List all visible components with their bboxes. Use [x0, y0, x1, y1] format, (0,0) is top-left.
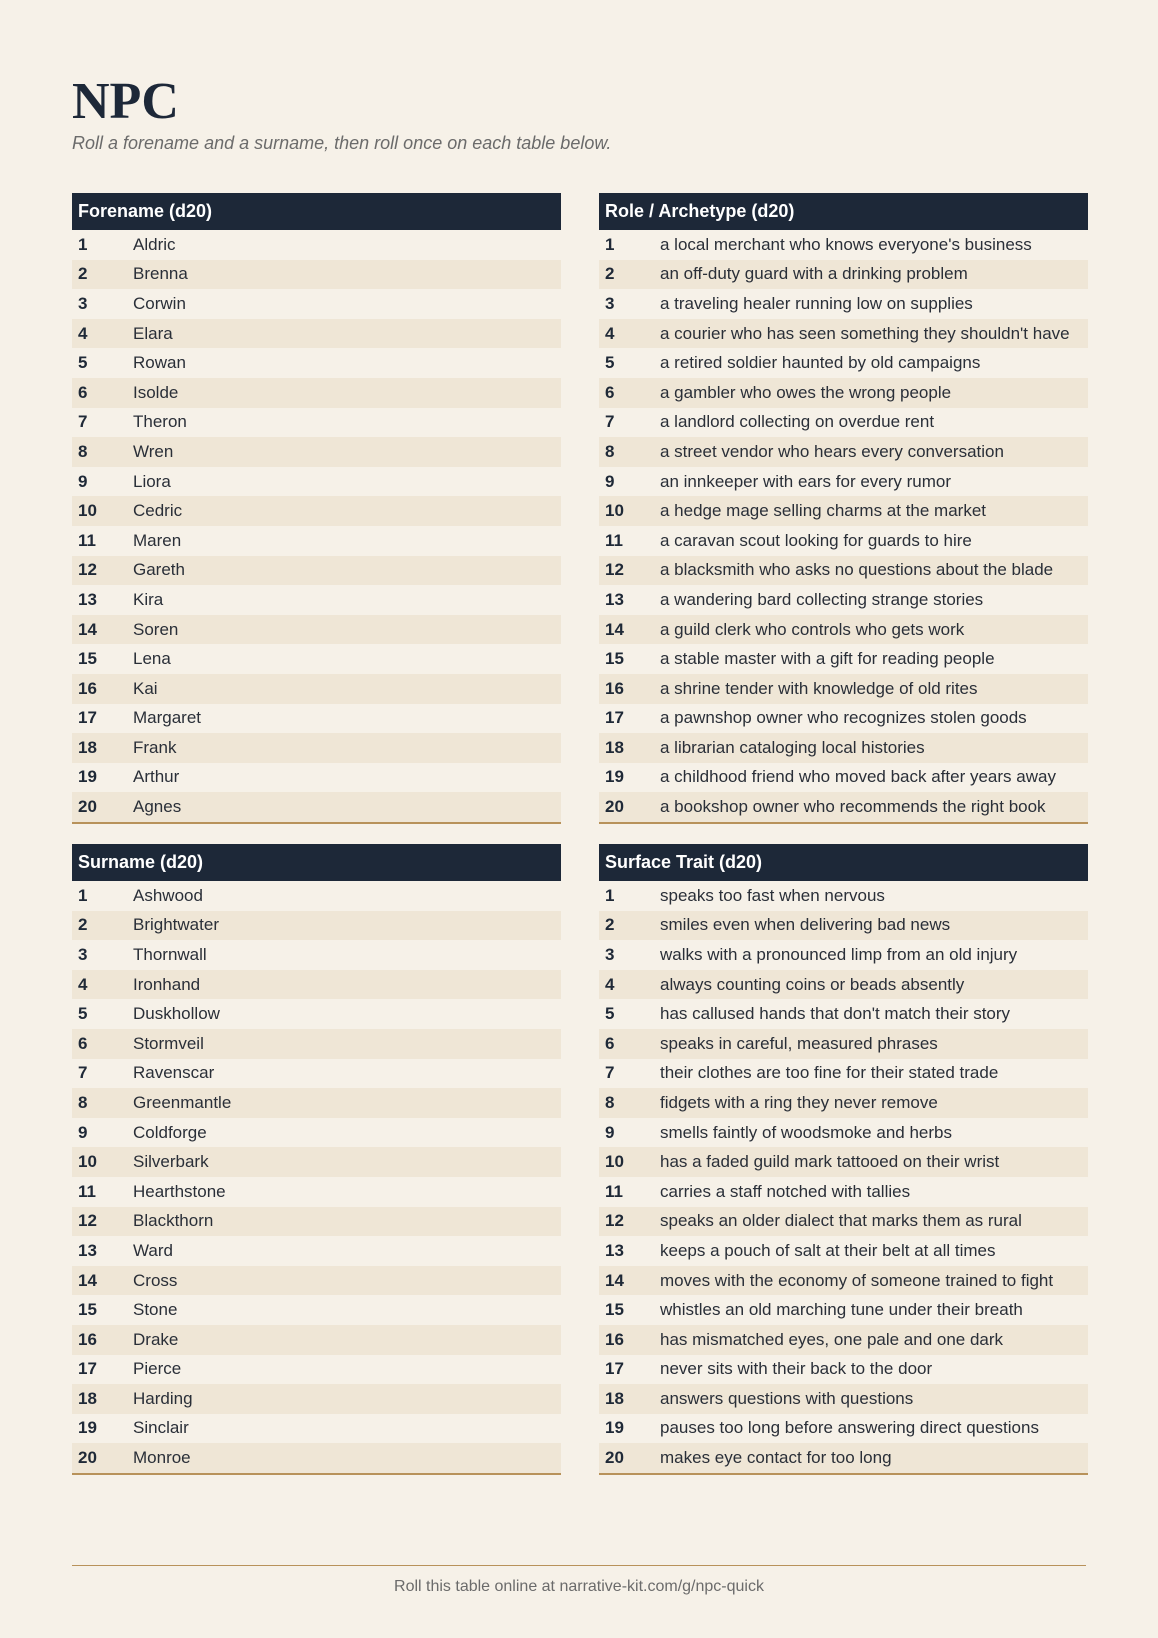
row-entry: Monroe [133, 1448, 191, 1468]
table-row [72, 704, 561, 734]
surname-table [72, 844, 561, 1475]
row-entry: an off-duty guard with a drinking problem [660, 264, 968, 284]
forename-table-heading: Forename (d20) [72, 193, 561, 230]
row-entry: speaks too fast when nervous [660, 885, 885, 905]
roll-number: 14 [605, 1270, 624, 1290]
row-entry: a courier who has seen something they shouldn't have [660, 323, 1070, 343]
row-entry: answers questions with questions [660, 1388, 914, 1408]
table-row [599, 999, 1088, 1029]
table-row [72, 408, 561, 438]
roll-number: 3 [605, 293, 615, 313]
table-row [599, 1384, 1088, 1414]
row-entry: Margaret [133, 708, 202, 728]
row-entry: Duskhollow [133, 1004, 220, 1024]
row-entry: a retired soldier haunted by old campaigns [660, 353, 981, 373]
roll-number: 20 [78, 1448, 97, 1468]
roll-number: 17 [605, 708, 624, 728]
roll-number: 9 [78, 1122, 88, 1142]
table-row [599, 674, 1088, 704]
roll-number: 7 [605, 1063, 615, 1083]
row-entry: always counting coins or beads absently [660, 974, 965, 994]
table-row [72, 1414, 561, 1444]
table-row [72, 763, 561, 793]
table-row [599, 348, 1088, 378]
table-row [72, 319, 561, 349]
roll-number: 7 [605, 412, 615, 432]
table-row [72, 289, 561, 319]
roll-number: 19 [605, 1418, 624, 1438]
roll-number: 6 [605, 382, 615, 402]
row-entry: Hearthstone [133, 1181, 226, 1201]
page-subtitle: Roll a forename and a surname, then roll once on each table below. [72, 133, 612, 153]
table-row [599, 1059, 1088, 1089]
table-row [72, 733, 561, 763]
table-row [599, 496, 1088, 526]
table-row [599, 319, 1088, 349]
table-row [72, 792, 561, 822]
roll-number: 3 [78, 293, 88, 313]
row-entry: a caravan scout looking for guards to hire [660, 530, 972, 550]
roll-number: 4 [605, 323, 615, 343]
row-entry: Stone [133, 1300, 178, 1320]
table-row [599, 1236, 1088, 1266]
roll-number: 2 [78, 264, 88, 284]
roll-number: 1 [605, 885, 615, 905]
role-table-heading: Role / Archetype (d20) [599, 193, 1088, 230]
roll-number: 19 [78, 767, 97, 787]
row-entry: keeps a pouch of salt at their belt at all times [660, 1240, 996, 1260]
roll-number: 20 [78, 797, 97, 817]
row-entry: Greenmantle [133, 1092, 232, 1112]
roll-number: 12 [605, 560, 624, 580]
row-entry: a bookshop owner who recommends the right book [660, 797, 1046, 817]
table-row [599, 970, 1088, 1000]
roll-number: 13 [78, 1240, 97, 1260]
forename-table [72, 193, 561, 824]
roll-number: 1 [78, 885, 88, 905]
table-row [72, 674, 561, 704]
row-entry: pauses too long before answering direct questions [660, 1418, 1039, 1438]
table-row [599, 1207, 1088, 1237]
table-row [599, 526, 1088, 556]
row-entry: Elara [133, 323, 173, 343]
row-entry: has callused hands that don't match their story [660, 1004, 1011, 1024]
roll-number: 6 [78, 1033, 88, 1053]
roll-number: 19 [78, 1418, 97, 1438]
role-table-rows [599, 230, 1088, 824]
row-entry: Cedric [133, 501, 183, 521]
table-row [72, 940, 561, 970]
row-entry: Ward [133, 1240, 173, 1260]
table-row [72, 467, 561, 497]
row-entry: Coldforge [133, 1122, 207, 1142]
row-entry: Agnes [133, 797, 182, 817]
row-entry: Corwin [133, 293, 186, 313]
table-row [599, 378, 1088, 408]
table-row [599, 644, 1088, 674]
row-entry: carries a staff notched with tallies [660, 1181, 911, 1201]
table-row [599, 1266, 1088, 1296]
table-row [599, 763, 1088, 793]
row-entry: Wren [133, 441, 174, 461]
table-row [72, 556, 561, 586]
roll-number: 2 [605, 915, 615, 935]
roll-number: 9 [605, 1122, 615, 1142]
roll-number: 5 [605, 353, 615, 373]
row-entry: Thornwall [133, 944, 207, 964]
roll-number: 7 [78, 1063, 88, 1083]
row-entry: Harding [133, 1388, 193, 1408]
row-entry: a landlord collecting on overdue rent [660, 412, 935, 432]
row-entry: a gambler who owes the wrong people [660, 382, 952, 402]
roll-number: 8 [78, 1092, 88, 1112]
table-row [599, 704, 1088, 734]
row-entry: speaks an older dialect that marks them as rural [660, 1211, 1022, 1231]
table-row [599, 881, 1088, 911]
roll-number: 10 [605, 1152, 624, 1172]
roll-number: 15 [605, 1300, 624, 1320]
row-entry: has a faded guild mark tattooed on their wrist [660, 1152, 1000, 1172]
table-row [72, 999, 561, 1029]
row-entry: Drake [133, 1329, 179, 1349]
table-row [599, 1355, 1088, 1385]
row-entry: moves with the economy of someone trained to fight [660, 1270, 1054, 1290]
roll-number: 3 [605, 944, 615, 964]
table-row [72, 1443, 561, 1473]
table-row [599, 1029, 1088, 1059]
table-row [72, 1029, 561, 1059]
roll-number: 3 [78, 944, 88, 964]
table-row [72, 526, 561, 556]
table-row [72, 1384, 561, 1414]
table-row [599, 1443, 1088, 1473]
row-entry: a pawnshop owner who recognizes stolen goods [660, 708, 1027, 728]
row-entry: Ashwood [133, 885, 203, 905]
row-entry: Theron [133, 412, 187, 432]
roll-number: 16 [78, 1329, 97, 1349]
roll-number: 13 [78, 589, 97, 609]
table-row [599, 940, 1088, 970]
table-row [72, 881, 561, 911]
roll-number: 16 [605, 678, 624, 698]
row-entry: Pierce [133, 1359, 182, 1379]
roll-number: 7 [78, 412, 88, 432]
row-entry: a shrine tender with knowledge of old rites [660, 678, 978, 698]
row-entry: Sinclair [133, 1418, 189, 1438]
table-row [599, 1118, 1088, 1148]
roll-number: 5 [78, 353, 88, 373]
roll-number: 20 [605, 797, 624, 817]
table-row [72, 1118, 561, 1148]
roll-number: 15 [605, 649, 624, 669]
row-entry: a local merchant who knows everyone's business [660, 234, 1032, 254]
roll-number: 10 [78, 501, 97, 521]
roll-number: 12 [78, 1211, 97, 1231]
row-entry: makes eye contact for too long [660, 1448, 892, 1468]
table-row [599, 260, 1088, 290]
table-row [72, 615, 561, 645]
row-entry: Rowan [133, 353, 186, 373]
table-row [72, 1236, 561, 1266]
row-entry: Brenna [133, 264, 188, 284]
table-row [72, 1295, 561, 1325]
roll-number: 1 [78, 234, 88, 254]
table-row [599, 467, 1088, 497]
row-entry: Ironhand [133, 974, 201, 994]
table-row [72, 1088, 561, 1118]
table-row [72, 1177, 561, 1207]
table-row [72, 1325, 561, 1355]
row-entry: a wandering bard collecting strange stories [660, 589, 984, 609]
roll-number: 18 [78, 737, 97, 757]
row-entry: Blackthorn [133, 1211, 214, 1231]
roll-number: 1 [605, 234, 615, 254]
table-row [599, 1325, 1088, 1355]
row-entry: Gareth [133, 560, 185, 580]
roll-number: 4 [78, 974, 88, 994]
table-row [72, 970, 561, 1000]
table-row [72, 1059, 561, 1089]
surname-table-rows [72, 881, 561, 1475]
row-entry: a traveling healer running low on supplies [660, 293, 973, 313]
roll-number: 14 [605, 619, 624, 639]
row-entry: an innkeeper with ears for every rumor [660, 471, 952, 491]
table-row [599, 911, 1088, 941]
row-entry: Silverbark [133, 1152, 209, 1172]
table-row [599, 230, 1088, 260]
table-row [599, 1147, 1088, 1177]
table-row [599, 556, 1088, 586]
table-row [72, 348, 561, 378]
forename-table-rows [72, 230, 561, 824]
roll-number: 20 [605, 1448, 624, 1468]
table-row [72, 496, 561, 526]
page-title: NPC [72, 73, 179, 130]
roll-number: 2 [78, 915, 88, 935]
roll-number: 19 [605, 767, 624, 787]
roll-number: 12 [78, 560, 97, 580]
row-entry: Aldric [133, 234, 176, 254]
roll-number: 11 [78, 1181, 96, 1201]
row-entry: Cross [133, 1270, 178, 1290]
row-entry: Arthur [133, 767, 180, 787]
roll-number: 4 [78, 323, 88, 343]
row-entry: fidgets with a ring they never remove [660, 1092, 938, 1112]
row-entry: a hedge mage selling charms at the market [660, 501, 987, 521]
row-entry: Soren [133, 619, 179, 639]
roll-number: 13 [605, 1240, 624, 1260]
roll-number: 8 [605, 1092, 615, 1112]
table-row [72, 1147, 561, 1177]
footer-link-text[interactable]: Roll this table online at narrative-kit.com/g/npc-quick [394, 1578, 764, 1595]
roll-number: 6 [78, 382, 88, 402]
row-entry: Liora [133, 471, 171, 491]
table-row [599, 437, 1088, 467]
roll-number: 15 [78, 649, 97, 669]
roll-number: 9 [605, 471, 615, 491]
roll-number: 9 [78, 471, 88, 491]
roll-number: 17 [78, 1359, 97, 1379]
table-row [599, 733, 1088, 763]
table-row [72, 644, 561, 674]
footer [72, 1565, 1086, 1596]
roll-number: 15 [78, 1300, 97, 1320]
row-entry: Isolde [133, 382, 179, 402]
row-entry: Ravenscar [133, 1063, 215, 1083]
role-table [599, 193, 1088, 824]
roll-number: 14 [78, 619, 97, 639]
row-entry: whistles an old marching tune under their breath [660, 1300, 1023, 1320]
row-entry: never sits with their back to the door [660, 1359, 933, 1379]
table-row [72, 1266, 561, 1296]
row-entry: speaks in careful, measured phrases [660, 1033, 938, 1053]
table-row [599, 289, 1088, 319]
roll-number: 2 [605, 264, 615, 284]
roll-number: 5 [78, 1004, 88, 1024]
row-entry: a street vendor who hears every conversation [660, 441, 1004, 461]
roll-number: 11 [605, 530, 623, 550]
row-entry: Frank [133, 737, 177, 757]
row-entry: Lena [133, 649, 171, 669]
row-entry: has mismatched eyes, one pale and one dark [660, 1329, 1004, 1349]
trait-table-rows [599, 881, 1088, 1475]
trait-table-heading: Surface Trait (d20) [599, 844, 1088, 881]
table-row [72, 1355, 561, 1385]
roll-number: 13 [605, 589, 624, 609]
roll-number: 10 [78, 1152, 97, 1172]
row-entry: Maren [133, 530, 182, 550]
row-entry: Kira [133, 589, 164, 609]
row-entry: their clothes are too fine for their stated trade [660, 1063, 999, 1083]
row-entry: Stormveil [133, 1033, 204, 1053]
row-entry: Kai [133, 678, 158, 698]
row-entry: a blacksmith who asks no questions about the blade [660, 560, 1054, 580]
row-entry: a stable master with a gift for reading people [660, 649, 995, 669]
surname-table-heading: Surname (d20) [72, 844, 561, 881]
roll-number: 16 [78, 678, 97, 698]
roll-number: 4 [605, 974, 615, 994]
table-row [599, 792, 1088, 822]
table-row [72, 260, 561, 290]
table-row [599, 1088, 1088, 1118]
table-row [599, 585, 1088, 615]
row-entry: Brightwater [133, 915, 219, 935]
roll-number: 18 [605, 737, 624, 757]
row-entry: a guild clerk who controls who gets work [660, 619, 965, 639]
roll-number: 8 [78, 441, 88, 461]
trait-table [599, 844, 1088, 1475]
roll-number: 11 [605, 1181, 623, 1201]
row-entry: a librarian cataloging local histories [660, 737, 925, 757]
roll-number: 14 [78, 1270, 97, 1290]
table-row [72, 1207, 561, 1237]
table-row [72, 437, 561, 467]
table-row [72, 230, 561, 260]
roll-number: 18 [78, 1388, 97, 1408]
row-entry: a childhood friend who moved back after years away [660, 767, 1056, 787]
roll-number: 16 [605, 1329, 624, 1349]
roll-number: 6 [605, 1033, 615, 1053]
roll-number: 8 [605, 441, 615, 461]
table-row [72, 378, 561, 408]
table-row [72, 911, 561, 941]
roll-number: 17 [605, 1359, 624, 1379]
table-row [599, 408, 1088, 438]
roll-number: 12 [605, 1211, 624, 1231]
table-row [599, 615, 1088, 645]
roll-number: 5 [605, 1004, 615, 1024]
roll-number: 10 [605, 501, 624, 521]
row-entry: smells faintly of woodsmoke and herbs [660, 1122, 952, 1142]
table-row [599, 1295, 1088, 1325]
row-entry: walks with a pronounced limp from an old injury [660, 944, 1018, 964]
row-entry: smiles even when delivering bad news [660, 915, 951, 935]
table-row [599, 1177, 1088, 1207]
roll-number: 17 [78, 708, 97, 728]
table-row [599, 1414, 1088, 1444]
roll-number: 11 [78, 530, 96, 550]
table-row [72, 585, 561, 615]
roll-number: 18 [605, 1388, 624, 1408]
